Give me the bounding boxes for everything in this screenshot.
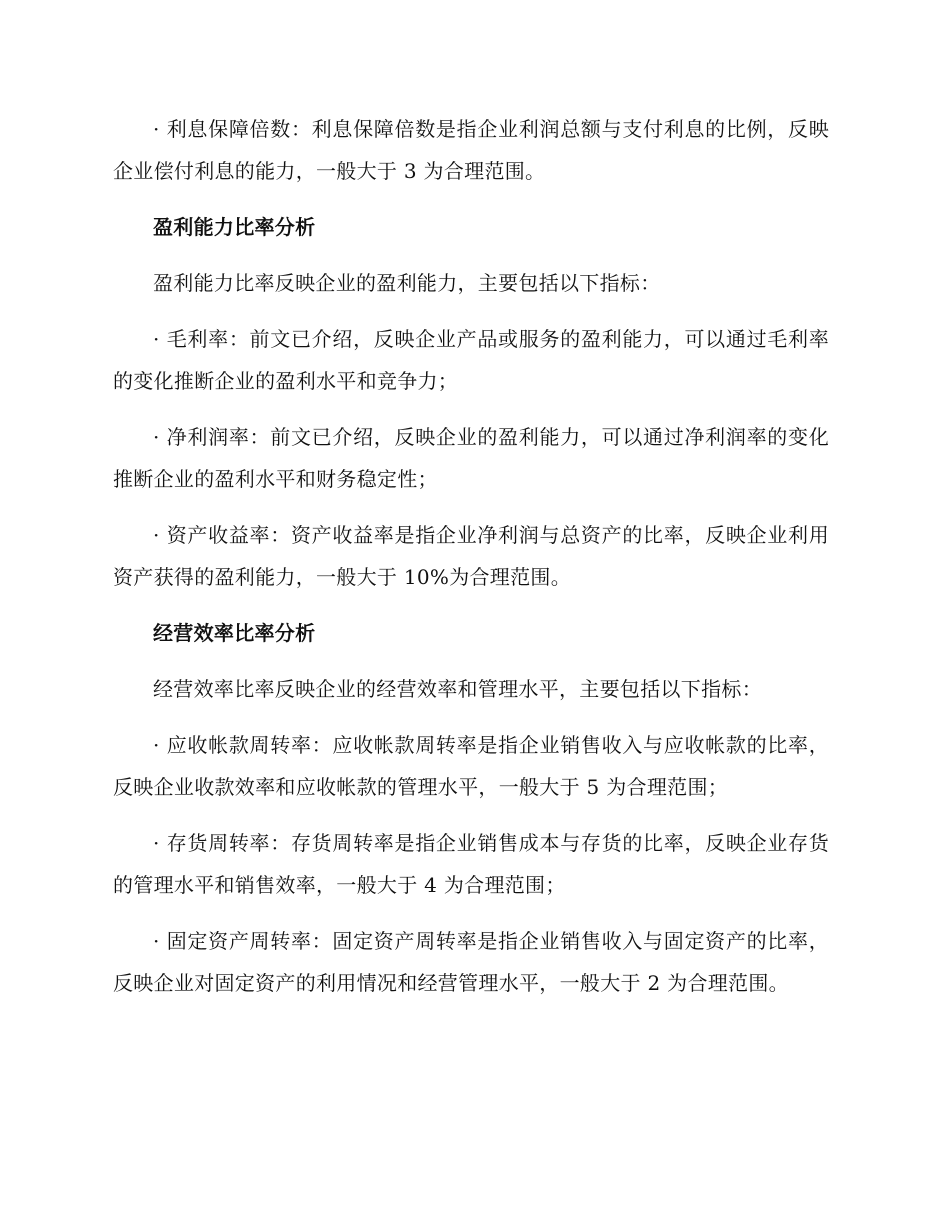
bullet-roa: · 资产收益率：资产收益率是指企业净利润与总资产的比率，反映企业利用资产获得的盈利能力，一般大于 10%为合理范围。: [113, 523, 829, 589]
heading-efficiency: 经营效率比率分析: [153, 621, 316, 645]
heading-profitability: 盈利能力比率分析: [153, 215, 316, 239]
bullet-inventory-turnover: · 存货周转率：存货周转率是指企业销售成本与存货的比率，反映企业存货的管理水平和销售效率，一般大于 4 为合理范围；: [113, 831, 829, 897]
document-page: [113, 108, 829, 1004]
spacer: [113, 402, 829, 416]
spacer: [113, 654, 829, 668]
spacer: [113, 710, 829, 724]
bullet-net-margin: · 净利润率：前文已介绍，反映企业的盈利能力，可以通过净利润率的变化推断企业的盈利水平和财务稳定性；: [113, 425, 829, 491]
spacer: [113, 598, 829, 612]
spacer: [113, 808, 829, 822]
bullet-interest-coverage: · 利息保障倍数：利息保障倍数是指企业利润总额与支付利息的比例，反映企业偿付利息的能力，一般大于 3 为合理范围。: [113, 117, 829, 183]
bullet-gross-margin: · 毛利率：前文已介绍，反映企业产品或服务的盈利能力，可以通过毛利率的变化推断企业的盈利水平和竞争力；: [113, 327, 829, 393]
spacer: [113, 500, 829, 514]
spacer: [113, 304, 829, 318]
intro-profitability: 盈利能力比率反映企业的盈利能力，主要包括以下指标：: [153, 271, 661, 295]
bullet-fixed-asset-turnover: · 固定资产周转率：固定资产周转率是指企业销售收入与固定资产的比率，反映企业对固定资产的利用情况和经营管理水平，一般大于 2 为合理范围。: [113, 929, 829, 995]
spacer: [113, 192, 829, 206]
spacer: [113, 906, 829, 920]
bullet-receivables-turnover: · 应收帐款周转率：应收帐款周转率是指企业销售收入与应收帐款的比率，反映企业收款效率和应收帐款的管理水平，一般大于 5 为合理范围；: [113, 733, 829, 799]
spacer: [113, 248, 829, 262]
intro-efficiency: 经营效率比率反映企业的经营效率和管理水平，主要包括以下指标：: [153, 677, 762, 701]
